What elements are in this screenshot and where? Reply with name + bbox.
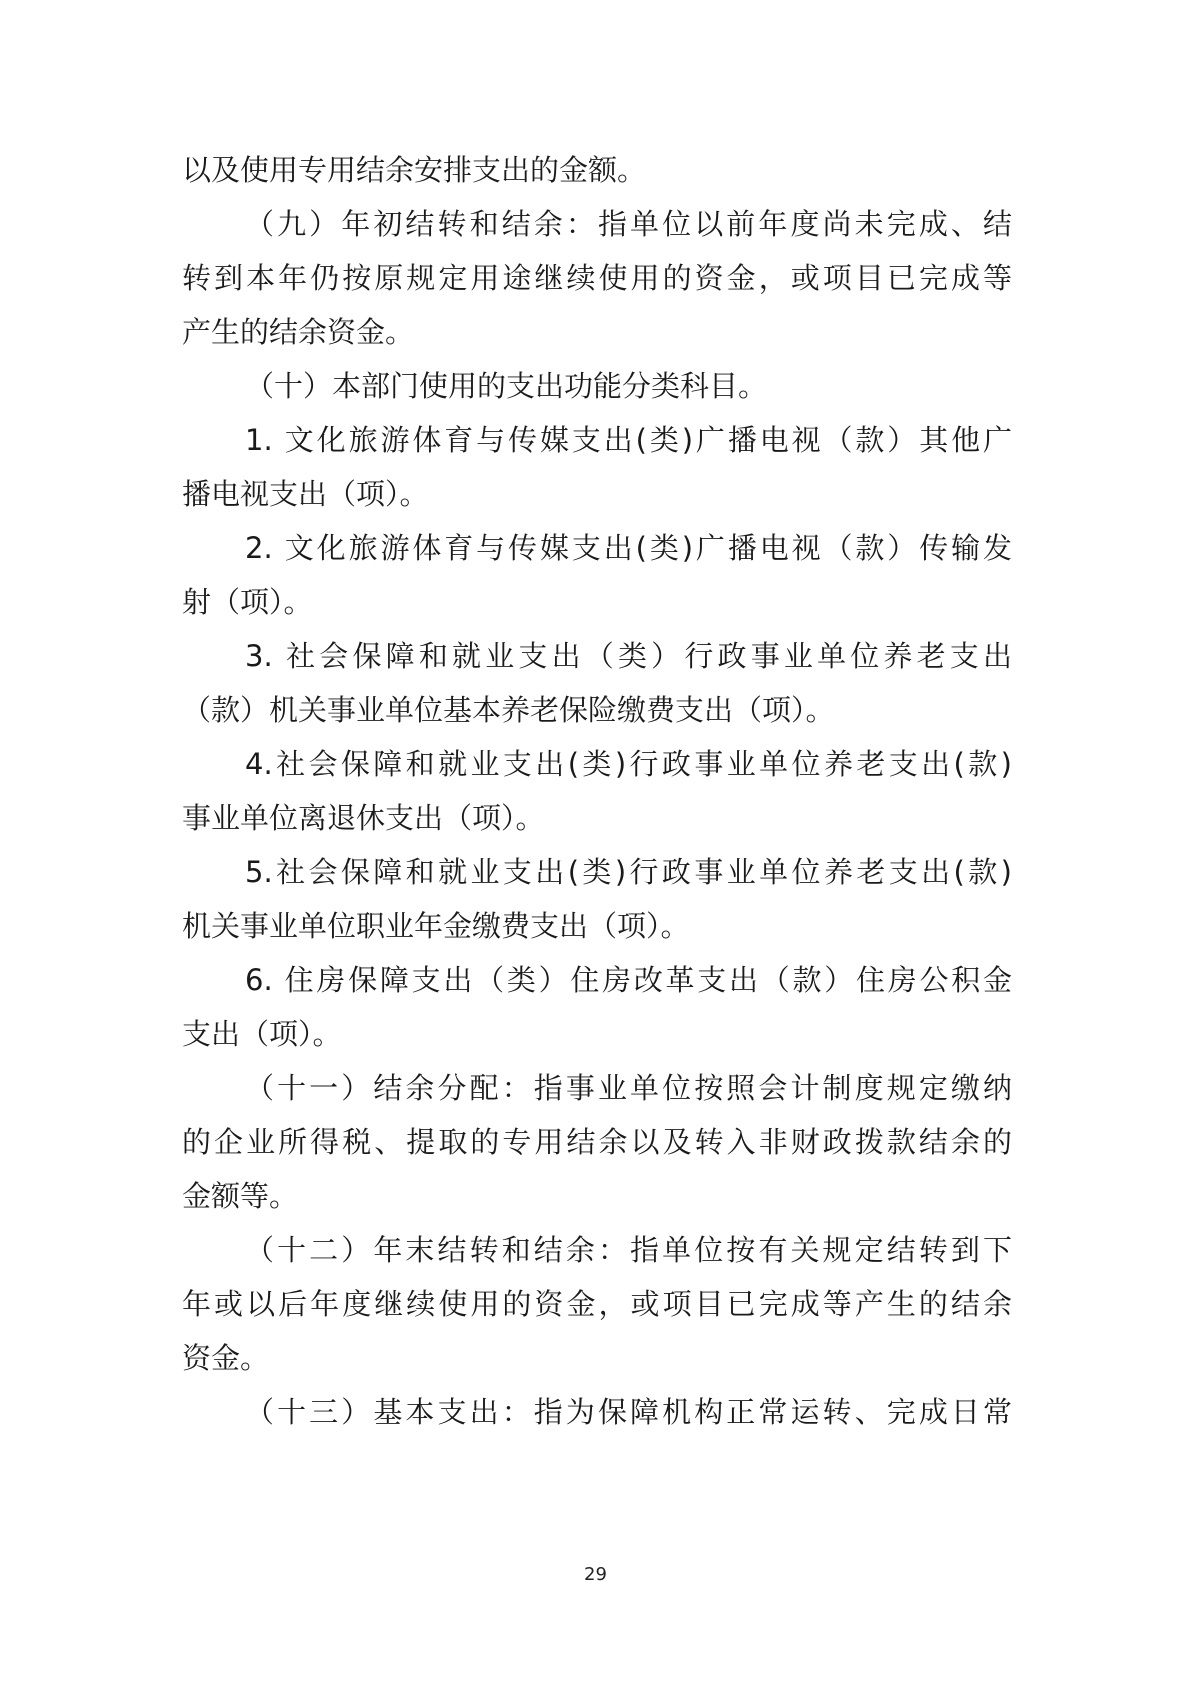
text-line: 转到本年仍按原规定用途继续使用的资金，或项目已完成等 <box>182 261 1012 295</box>
text-line: 以及使用专用结余安排支出的金额。 <box>182 153 647 187</box>
text-line: 6. 住房保障支出（类）住房改革支出（款）住房公积金 <box>245 963 1012 997</box>
text-line: 年或以后年度继续使用的资金，或项目已完成等产生的结余 <box>182 1287 1012 1321</box>
text-line: （十二）年末结转和结余：指单位按有关规定结转到下 <box>245 1233 1012 1267</box>
text-line: 的企业所得税、提取的专用结余以及转入非财政拨款结余的 <box>182 1125 1012 1159</box>
text-line: 3. 社会保障和就业支出（类）行政事业单位养老支出 <box>245 639 1012 673</box>
text-line: （款）机关事业单位基本养老保险缴费支出（项）。 <box>182 693 835 727</box>
text-line: 1. 文化旅游体育与传媒支出(类)广播电视（款）其他广 <box>245 423 1012 457</box>
text-line: 支出（项）。 <box>182 1017 342 1051</box>
text-line: 2. 文化旅游体育与传媒支出(类)广播电视（款）传输发 <box>245 531 1012 565</box>
text-line: 机关事业单位职业年金缴费支出（项）。 <box>182 909 690 943</box>
text-line: 产生的结余资金。 <box>182 315 415 349</box>
text-line: （十三）基本支出：指为保障机构正常运转、完成日常 <box>245 1395 1012 1429</box>
page-number: 29 <box>584 1564 607 1585</box>
text-line: 金额等。 <box>182 1179 299 1213</box>
text-line: 射（项）。 <box>182 585 313 619</box>
text-line: 资金。 <box>182 1341 270 1375</box>
text-line: 5.社会保障和就业支出(类)行政事业单位养老支出(款) <box>245 855 1012 889</box>
text-line: 播电视支出（项）。 <box>182 477 429 511</box>
text-line: （九）年初结转和结余：指单位以前年度尚未完成、结 <box>245 207 1012 241</box>
text-line: 4.社会保障和就业支出(类)行政事业单位养老支出(款) <box>245 747 1012 781</box>
text-line: 事业单位离退休支出（项）。 <box>182 801 545 835</box>
text-line: （十）本部门使用的支出功能分类科目。 <box>245 369 768 403</box>
text-line: （十一）结余分配：指事业单位按照会计制度规定缴纳 <box>245 1071 1012 1105</box>
